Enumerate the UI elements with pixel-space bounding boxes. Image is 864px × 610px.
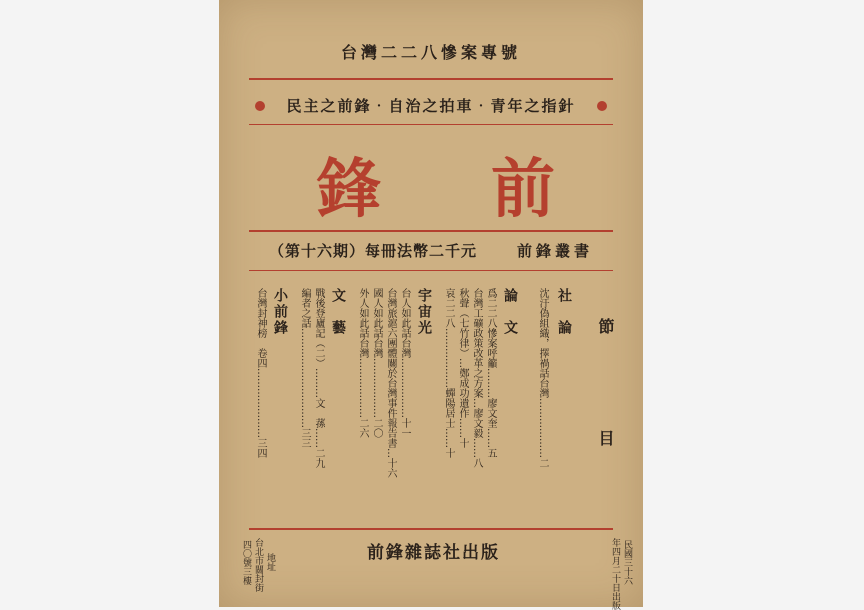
table-of-contents [249, 288, 613, 526]
masthead [219, 138, 643, 227]
masthead-char-2: 鋒 [317, 152, 381, 227]
address-label: 地址 [265, 553, 275, 571]
toc-entry: 編者之話…………………………三三 [299, 288, 310, 448]
series-label: 前鋒叢書 [516, 242, 593, 260]
toc-section-essays: 論 文 [502, 288, 518, 336]
masthead-char-1: 前 [491, 152, 555, 227]
top-rule [249, 78, 613, 80]
toc-entry: 戰後登廬記（二）………文 蓀……二九 [313, 288, 324, 468]
toc-entry: 外人如此話台灣………………二六 [357, 288, 368, 438]
address-line-1: 台北市關封街 [253, 538, 263, 592]
bullet-dot-right [597, 101, 607, 111]
issue-price: （第十六期）每冊法幣二千元 [269, 242, 478, 260]
toc-entry: 沈汙偽組織，擇禍話台灣………………二 [537, 288, 548, 468]
address-line-2: 四〇號三樓 [241, 539, 251, 585]
toc-entry: 哀二二八………………蟬陽居士……十 [443, 288, 454, 458]
masthead-rule [249, 230, 613, 232]
publisher: 前鋒雜誌社出版 [367, 543, 500, 563]
toc-entry: 台灣工礦政策改革之方案…廖文毅……八 [471, 288, 482, 468]
toc-entry: 國人如此話台灣………………二〇 [371, 288, 382, 438]
toc-section-cosmos: 宇宙光 [416, 288, 432, 336]
slogan: 民主之前鋒‧自治之拍車‧青年之指針 [286, 97, 576, 115]
toc-title: 節 目 [596, 318, 615, 486]
toc-entry: 台灣旅滬六團體關於台灣事件報告書…十六 [385, 288, 396, 478]
series-title: 台灣二二八慘案專號 [340, 43, 521, 62]
slogan-rule [249, 124, 613, 125]
toc-top-rule [249, 270, 613, 271]
footer-rule [249, 528, 613, 530]
toc-entry: 秋聲（七竹律）…鄭成功遺作……十 [457, 288, 468, 448]
toc-entry: 台人如此話台灣………………十一 [399, 288, 410, 438]
footer [219, 538, 643, 610]
toc-entry: 爲二二八慘案呼籲………廖文奎……五 [485, 288, 496, 458]
toc-entry: 台灣封神榜 卷四…………………三四 [255, 288, 266, 458]
toc-section-small-vanguard: 小前鋒 [272, 288, 288, 336]
magazine-cover [219, 0, 643, 610]
toc-section-editorial: 社 論 [556, 288, 572, 336]
publish-date-line-2: 年四月二十日出版 [610, 538, 620, 610]
toc-section-literature: 文 藝 [330, 288, 346, 336]
publish-date-line-1: 民國三十六 [622, 539, 632, 585]
